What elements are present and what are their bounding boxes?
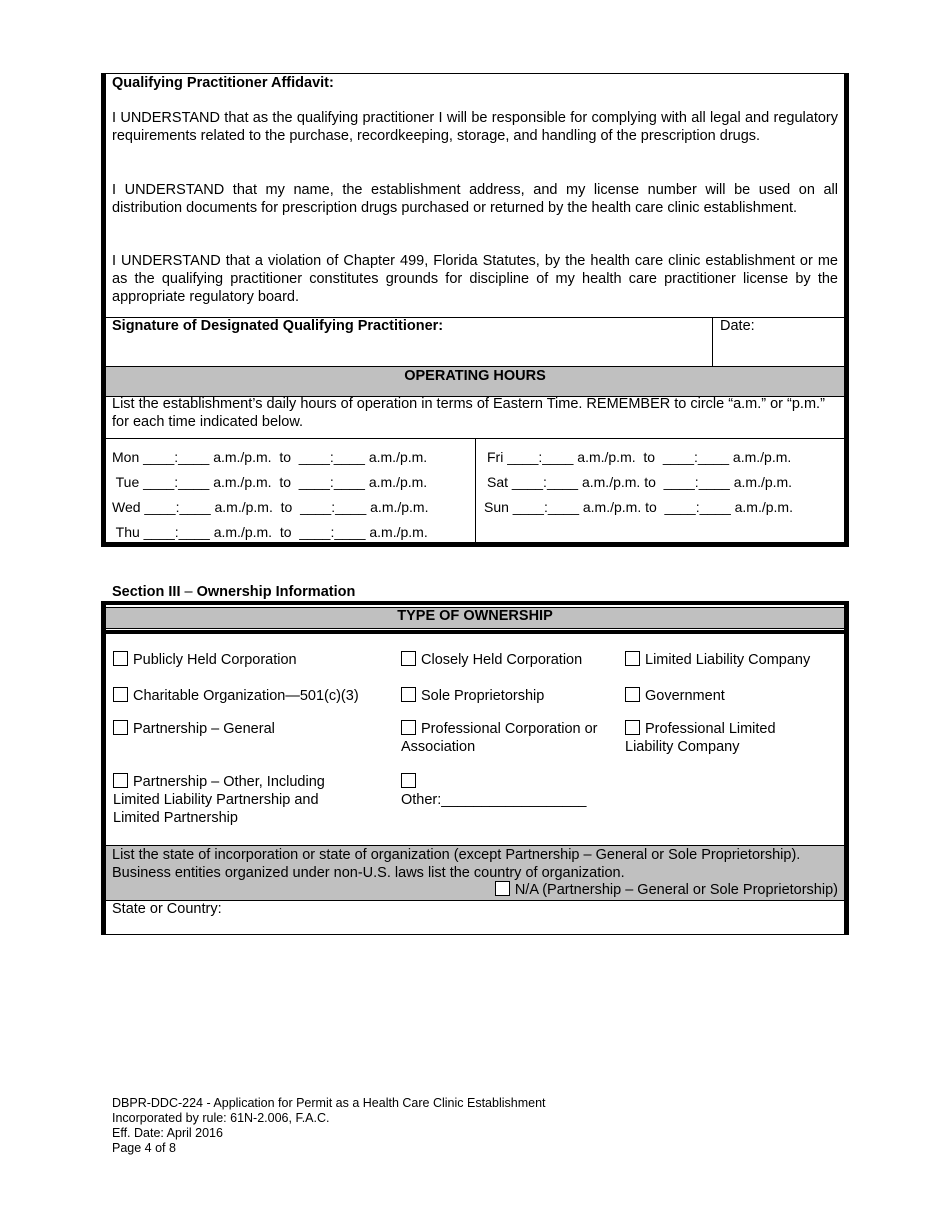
checkbox[interactable] (625, 687, 640, 702)
footer-page-number: Page 4 of 8 (112, 1141, 176, 1155)
option-label: Government (645, 688, 725, 704)
date-label: Date: (720, 318, 755, 334)
type-of-ownership-title: TYPE OF OWNERSHIP (397, 608, 553, 624)
affidavit-paragraph: I UNDERSTAND that as the qualifying practitioner I will be responsible for complying with all legal and regulatory requirements related to the purchase, recordkeeping, storage, and handling of the prescription drugs. (112, 110, 838, 144)
hours-row-sun[interactable]: Sun ____:____ a.m./p.m. to ____:____ a.m./p.m. (484, 499, 793, 515)
checkbox[interactable] (113, 773, 128, 788)
operating-hours-title: OPERATING HOURS (404, 368, 546, 384)
option-label: Other:__________________ (401, 792, 587, 808)
option-publicly-held[interactable] (113, 651, 297, 669)
date-field[interactable] (713, 318, 843, 366)
option-label: N/A (Partnership – General or Sole Proprietorship) (514, 882, 838, 898)
option-closely-held[interactable] (401, 651, 582, 669)
option-other[interactable] (401, 773, 611, 809)
hours-row-fri[interactable]: Fri ____:____ a.m./p.m. to ____:____ a.m./p.m. (487, 449, 792, 465)
option-charitable[interactable] (113, 687, 359, 705)
signature-field[interactable] (106, 318, 712, 366)
option-llc[interactable] (625, 651, 810, 669)
option-label: Professional Corporation or Association (401, 721, 598, 755)
option-sole-proprietorship[interactable] (401, 687, 544, 705)
hours-row-tue[interactable]: Tue ____:____ a.m./p.m. to ____:____ a.m./p.m. (112, 474, 428, 490)
section-dash: – (180, 584, 197, 600)
footer-rule: Incorporated by rule: 61N-2.006, F.A.C. (112, 1111, 330, 1125)
signature-label: Signature of Designated Qualifying Practitioner: (112, 318, 444, 334)
checkbox[interactable] (401, 773, 416, 788)
footer-form-id: DBPR-DDC-224 - Application for Permit as a Health Care Clinic Establishment (112, 1096, 546, 1110)
hours-row-sat[interactable]: Sat ____:____ a.m./p.m. to ____:____ a.m./p.m. (487, 474, 793, 490)
option-label: Partnership – General (133, 721, 275, 737)
option-government[interactable] (625, 687, 725, 705)
affidavit-paragraph: I UNDERSTAND that a violation of Chapter 499, Florida Statutes, by the health care clinic establishment or me as the qualifying practitioner constitutes grounds for discipline of my health care practitioner license by the appropriate regulatory board. (112, 253, 838, 305)
state-instructions: List the state of incorporation or state of organization (except Partnership – General or Sole Proprietorship). Business entities organized under non-U.S. laws list the country of organization. (112, 847, 801, 881)
affidavit-paragraph: I UNDERSTAND that my name, the establishment address, and my license number will be used on all distribution documents for prescription drugs purchased or returned by the health care clinic establishment. (112, 182, 838, 216)
option-na[interactable] (495, 881, 838, 899)
affidavit-title: Qualifying Practitioner Affidavit: (112, 75, 334, 91)
hours-row-wed[interactable]: Wed ____:____ a.m./p.m. to ____:____ a.m./p.m. (112, 499, 429, 515)
checkbox[interactable] (625, 720, 640, 735)
checkbox[interactable] (401, 720, 416, 735)
option-professional-corporation[interactable] (401, 720, 611, 756)
checkbox[interactable] (625, 651, 640, 666)
section-number: Section III (112, 584, 181, 600)
hours-instructions: List the establishment’s daily hours of operation in terms of Eastern Time. REMEMBER to circle “a.m.” or “p.m.” for each time indicated below. (112, 396, 825, 430)
checkbox[interactable] (113, 687, 128, 702)
option-label: Professional Limited Liability Company (625, 721, 776, 755)
hours-row-mon[interactable]: Mon ____:____ a.m./p.m. to ____:____ a.m./p.m. (112, 449, 428, 465)
option-label: Publicly Held Corporation (133, 652, 297, 668)
checkbox[interactable] (495, 881, 510, 896)
section-title: Ownership Information (196, 584, 356, 600)
option-partnership-other[interactable] (113, 773, 353, 827)
option-label: Sole Proprietorship (421, 688, 545, 704)
option-label: Charitable Organization—501(c)(3) (133, 688, 359, 704)
option-partnership-general[interactable] (113, 720, 275, 738)
hours-row-thu[interactable]: Thu ____:____ a.m./p.m. to ____:____ a.m./p.m. (112, 524, 428, 540)
footer-date: Eff. Date: April 2016 (112, 1126, 223, 1140)
checkbox[interactable] (113, 651, 128, 666)
option-professional-llc[interactable] (625, 720, 805, 756)
checkbox[interactable] (401, 651, 416, 666)
option-label: Limited Liability Company (645, 652, 811, 668)
checkbox[interactable] (401, 687, 416, 702)
checkbox[interactable] (113, 720, 128, 735)
option-label: Closely Held Corporation (421, 652, 583, 668)
option-label: Partnership – Other, Including Limited Liability Partnership and Limited Partnership (113, 774, 325, 826)
state-label: State or Country: (112, 901, 222, 917)
state-field[interactable] (240, 901, 840, 929)
section-heading (112, 584, 355, 600)
